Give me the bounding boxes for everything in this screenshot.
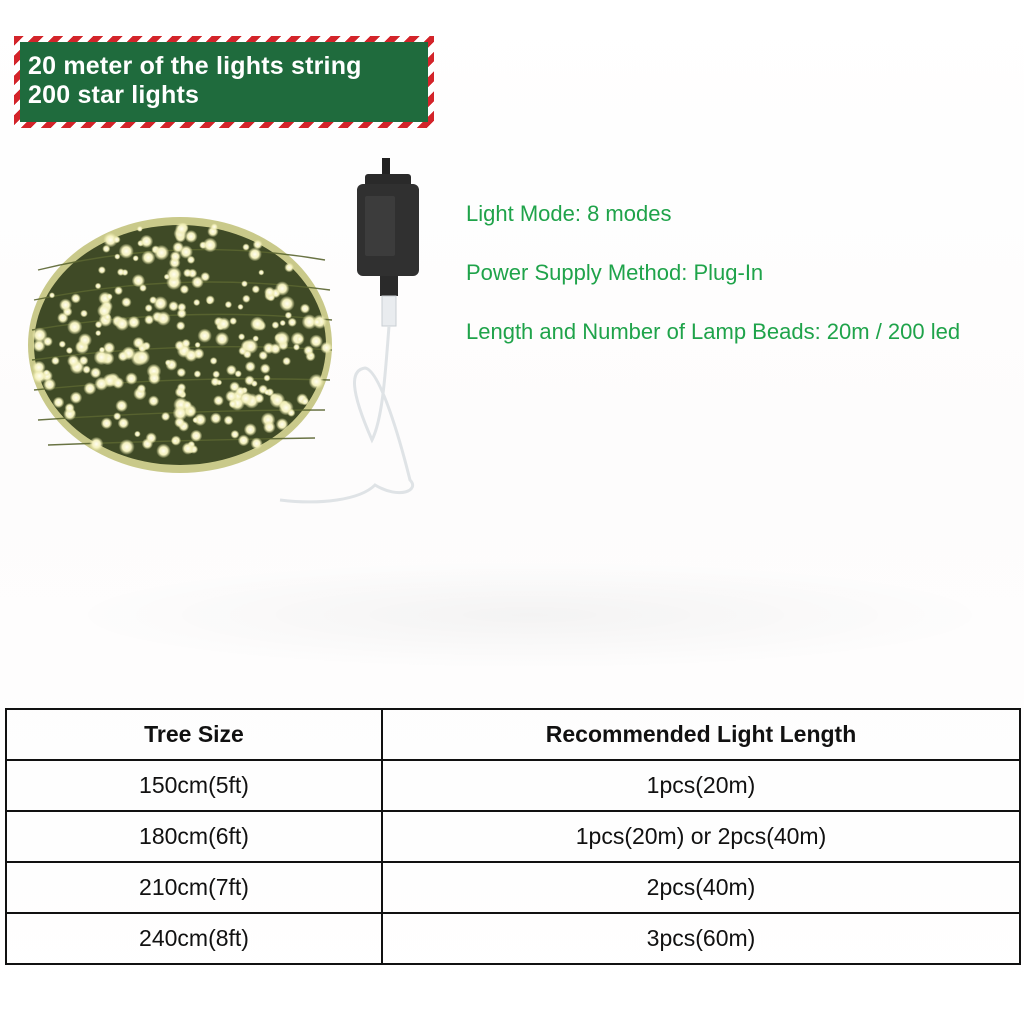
header-recommended-length: Recommended Light Length bbox=[382, 709, 1020, 760]
table-header-row bbox=[6, 709, 1020, 760]
fairy-lights-icon bbox=[20, 140, 460, 540]
plug-adapter-icon bbox=[357, 158, 419, 326]
table-row bbox=[6, 913, 1020, 964]
banner-text-box bbox=[20, 42, 428, 122]
table-row bbox=[6, 862, 1020, 913]
banner-line-length: 20 meter of the lights string bbox=[28, 52, 362, 80]
cell-tree-size: 150cm(5ft) bbox=[6, 760, 382, 811]
table-row bbox=[6, 760, 1020, 811]
spec-power-supply: Power Supply Method: Plug-In bbox=[466, 260, 764, 285]
cell-tree-size: 180cm(6ft) bbox=[6, 811, 382, 862]
spec-light-mode: Light Mode: 8 modes bbox=[466, 201, 672, 226]
header-tree-size: Tree Size bbox=[6, 709, 382, 760]
table-row bbox=[6, 811, 1020, 862]
cell-light-length: 2pcs(40m) bbox=[382, 862, 1020, 913]
cell-light-length: 3pcs(60m) bbox=[382, 913, 1020, 964]
cell-light-length: 1pcs(20m) or 2pcs(40m) bbox=[382, 811, 1020, 862]
spec-list bbox=[466, 196, 1022, 373]
banner-line-count: 200 star lights bbox=[28, 81, 200, 109]
product-image bbox=[20, 140, 460, 540]
spec-length-beads: Length and Number of Lamp Beads: 20m / 200 led bbox=[466, 319, 961, 344]
size-table bbox=[5, 708, 1021, 965]
cell-tree-size: 240cm(8ft) bbox=[6, 913, 382, 964]
faded-background bbox=[60, 560, 1000, 670]
cell-tree-size: 210cm(7ft) bbox=[6, 862, 382, 913]
cell-light-length: 1pcs(20m) bbox=[382, 760, 1020, 811]
promo-banner bbox=[14, 36, 434, 128]
